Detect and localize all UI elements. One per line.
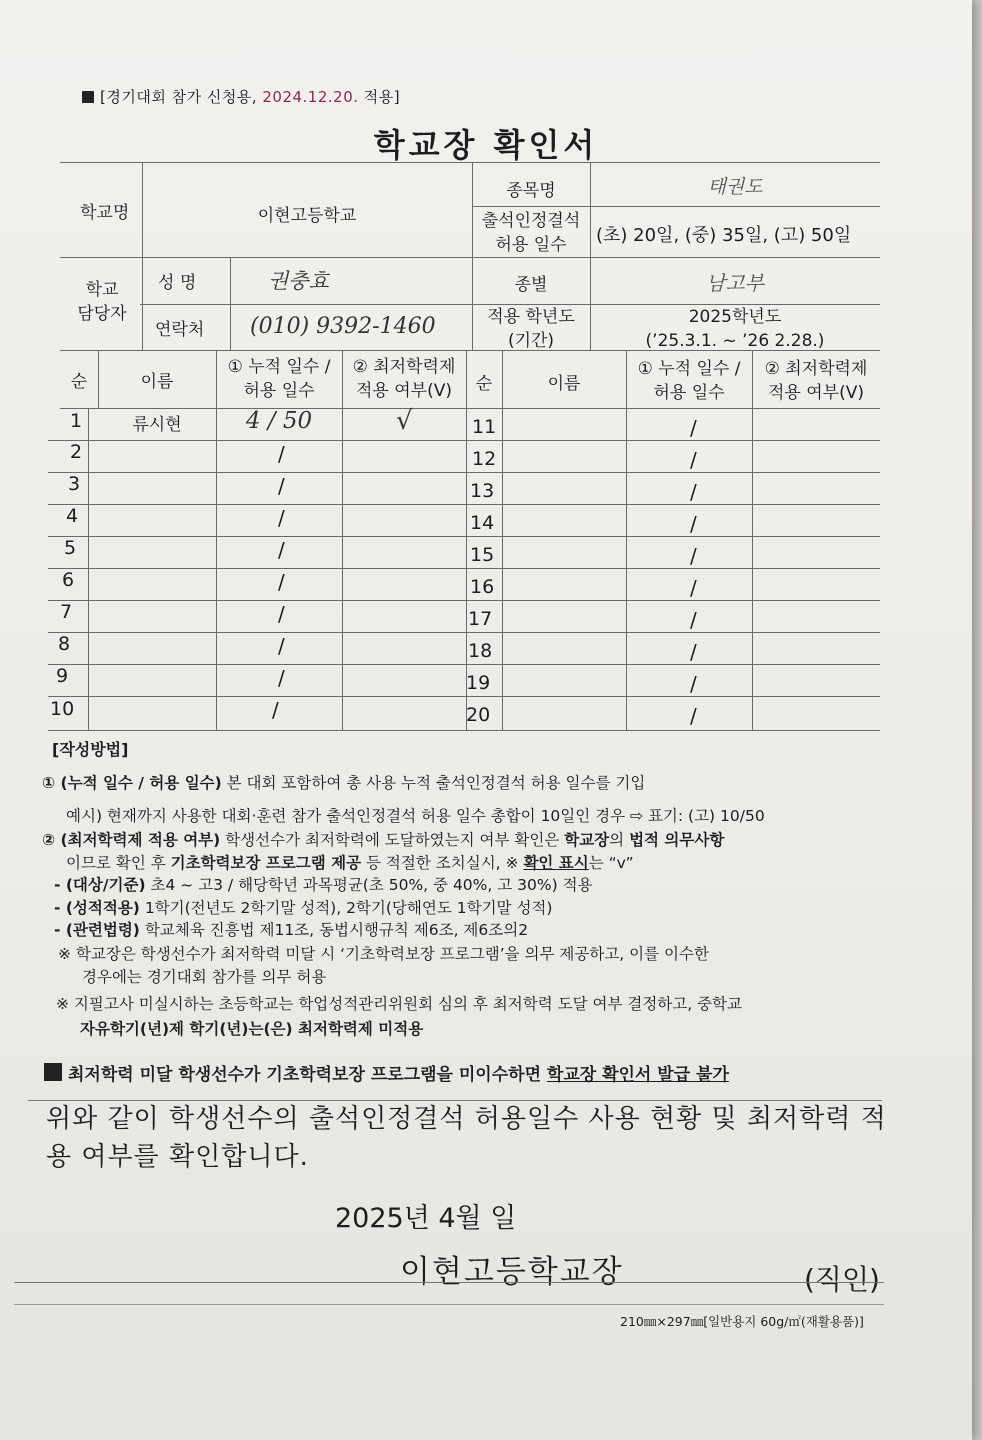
- table-border: [48, 472, 880, 473]
- table-row-no: 2: [70, 441, 83, 463]
- table-border: [48, 600, 880, 601]
- school-value: 이현고등학교: [257, 206, 357, 226]
- table-row-days: /: [690, 640, 697, 664]
- table-row-no: 13: [470, 480, 495, 502]
- principal-name: 이현고등학교장: [400, 1254, 624, 1290]
- table-row-days: /: [278, 506, 285, 530]
- col-days-left: ① 누적 일수 / 허용 일수: [227, 357, 331, 401]
- event-label: 종목명: [506, 181, 556, 201]
- check-mark-icon: √: [396, 406, 413, 436]
- table-border: [48, 440, 880, 441]
- guide-line-6: - (성적적용) 1학기(전년도 2학기말 성적), 2학기(당해연도 1학기말 성적): [54, 899, 553, 917]
- form-tag: [경기대회 참가 신청용, 2024.12.20. 적용]: [82, 86, 400, 107]
- table-row-days: /: [278, 634, 285, 658]
- table-row-no: 18: [468, 640, 493, 662]
- table-row-days: /: [278, 474, 285, 498]
- divider: [14, 1304, 884, 1305]
- category-label: 종별: [514, 275, 548, 295]
- table-border: [472, 206, 880, 207]
- table-row-days: /: [278, 602, 285, 626]
- table-row-days: /: [278, 570, 285, 594]
- official-seal: (직인): [804, 1263, 880, 1296]
- table-border: [48, 664, 880, 665]
- table-row-days: /: [690, 576, 697, 600]
- guide-line-5: - (대상/기준) 초4 ~ 고3 / 해당학년 과목평균(초 50%, 중 40%, 고 30%) 적용: [54, 876, 593, 894]
- table-row-no: 10: [50, 698, 75, 720]
- absence-value: (초) 20일, (중) 35일, (고) 50일: [596, 225, 852, 246]
- table-row-days: /: [690, 480, 697, 504]
- guide-line-8: ※ 학교장은 학생선수가 최저학력 미달 시 ‘기초학력보장 프로그램’을 의무 제공하고, 이를 이수한: [58, 945, 709, 963]
- guide-line-10: ※ 지필고사 미실시하는 초등학교는 학업성적관리위원회 심의 후 최저학력 도달 여부 결정하고, 중학교: [56, 995, 743, 1013]
- table-row-name: 류시현: [132, 415, 182, 435]
- notice-box-icon: [44, 1063, 62, 1081]
- table-border: [60, 162, 880, 163]
- table-row-no: 9: [56, 665, 69, 687]
- table-border: [48, 536, 880, 537]
- col-name-right: 이름: [547, 374, 581, 394]
- table-row-no: 16: [470, 576, 495, 598]
- guide-line-1: ① (누적 일수 / 허용 일수) 본 대회 포함하여 총 사용 누적 출석인정결석 허용 일수를 기입: [42, 774, 646, 792]
- school-label: 학교명: [80, 203, 130, 223]
- contact-label: 연락처: [155, 320, 205, 340]
- guide-line-2: 예시) 현재까지 사용한 대회·훈련 참가 출석인정결석 허용 일수 총합이 10일인 경우 ⇨ 표기: (고) 10/50: [66, 807, 765, 825]
- col-min-right: ② 최저학력제 적용 여부(V): [764, 359, 868, 403]
- table-border: [88, 408, 89, 730]
- table-border: [342, 350, 343, 730]
- table-row-days: 4 / 50: [245, 408, 313, 434]
- contact-value: (010) 9392-1460: [250, 314, 436, 339]
- table-border: [60, 408, 880, 409]
- table-border: [48, 504, 880, 505]
- table-row-no: 7: [60, 601, 73, 623]
- table-row-no: 17: [468, 608, 493, 630]
- table-border: [752, 350, 753, 730]
- table-border: [216, 350, 217, 730]
- square-bullet-icon: [82, 91, 94, 103]
- paper-spec: 210㎜×297㎜[일반용지 60g/㎡(재활용품)]: [620, 1314, 864, 1329]
- table-row-no: 1: [70, 410, 83, 432]
- table-row-days: /: [690, 512, 697, 536]
- table-row-no: 6: [62, 569, 75, 591]
- year-label: 적용 학년도 (기간): [487, 307, 575, 351]
- table-border: [626, 350, 627, 730]
- table-row-days: /: [272, 698, 279, 722]
- page-title: 학교장 확인서: [373, 126, 599, 164]
- table-row-no: 12: [472, 448, 497, 470]
- guide-line-9: 경우에는 경기대회 참가를 의무 허용: [82, 968, 327, 986]
- table-row-no: 3: [68, 473, 81, 495]
- notice: 최저학력 미달 학생선수가 기초학력보장 프로그램을 미이수하면 학교장 확인서 발급 불가: [44, 1060, 729, 1085]
- table-row-no: 15: [470, 544, 495, 566]
- staff-name-value: 권충효: [268, 269, 329, 293]
- table-row-days: /: [690, 416, 697, 440]
- name-label: 성 명: [158, 273, 197, 293]
- table-border: [48, 730, 880, 731]
- table-row-days: /: [278, 538, 285, 562]
- table-row-days: /: [278, 442, 285, 466]
- issue-date: 2025년 4월 일: [335, 1203, 517, 1234]
- table-row-days: /: [690, 704, 697, 728]
- category-value: 남고부: [706, 271, 764, 295]
- guide-line-11: 자유학기(년)제 학기(년)는(은) 최저학력제 미적용: [80, 1020, 424, 1038]
- table-border: [142, 162, 143, 350]
- guide-heading: [작성방법]: [52, 740, 129, 759]
- guide-line-7: - (관련법령) 학교체육 진흥법 제11조, 동법시행규칙 제6조, 제6조의2: [54, 921, 529, 939]
- table-border: [230, 257, 231, 350]
- table-row-days: /: [690, 672, 697, 696]
- table-border: [502, 350, 503, 730]
- col-min-left: ② 최저학력제 적용 여부(V): [352, 357, 456, 401]
- col-no-left: 순: [70, 372, 88, 392]
- table-row-no: 5: [64, 537, 77, 559]
- confirm-text: 위와 같이 학생선수의 출석인정결석 허용일수 사용 현황 및 최저학력 적용 여부를 확인합니다.: [46, 1104, 887, 1172]
- col-name-left: 이름: [140, 372, 174, 392]
- table-row-no: 20: [466, 704, 491, 726]
- tag-date: 2024.12.20.: [262, 88, 359, 106]
- table-row-no: 8: [58, 633, 71, 655]
- table-row-no: 4: [66, 505, 79, 527]
- table-row-days: /: [690, 448, 697, 472]
- table-row-no: 19: [466, 672, 491, 694]
- table-row-days: /: [690, 608, 697, 632]
- col-days-right: ① 누적 일수 / 허용 일수: [637, 359, 741, 403]
- table-border: [48, 568, 880, 569]
- guide-line-3: ② (최저학력제 적용 여부) 학생선수가 최저학력에 도달하였는지 여부 확인은 학교장의 법적 의무사항: [42, 831, 725, 849]
- year-value: 2025학년도 (’25.3.1. ~ ’26 2.28.): [645, 307, 825, 351]
- table-row-days: /: [278, 666, 285, 690]
- divider: [14, 1282, 884, 1283]
- guide-line-4: 이므로 확인 후 기초학력보장 프로그램 제공 등 적절한 조치실시, ※ 확인 표시는 “v”: [66, 854, 634, 872]
- table-row-no: 11: [472, 416, 497, 438]
- table-border: [48, 632, 880, 633]
- table-border: [60, 257, 880, 258]
- col-no-right: 순: [475, 374, 493, 394]
- table-row-days: /: [690, 544, 697, 568]
- absence-label: 출석인정결석 허용 일수: [481, 211, 581, 255]
- table-row-no: 14: [470, 512, 495, 534]
- table-border: [48, 696, 880, 697]
- staff-label: 학교 담당자: [77, 280, 127, 324]
- event-value: 태권도: [707, 176, 763, 198]
